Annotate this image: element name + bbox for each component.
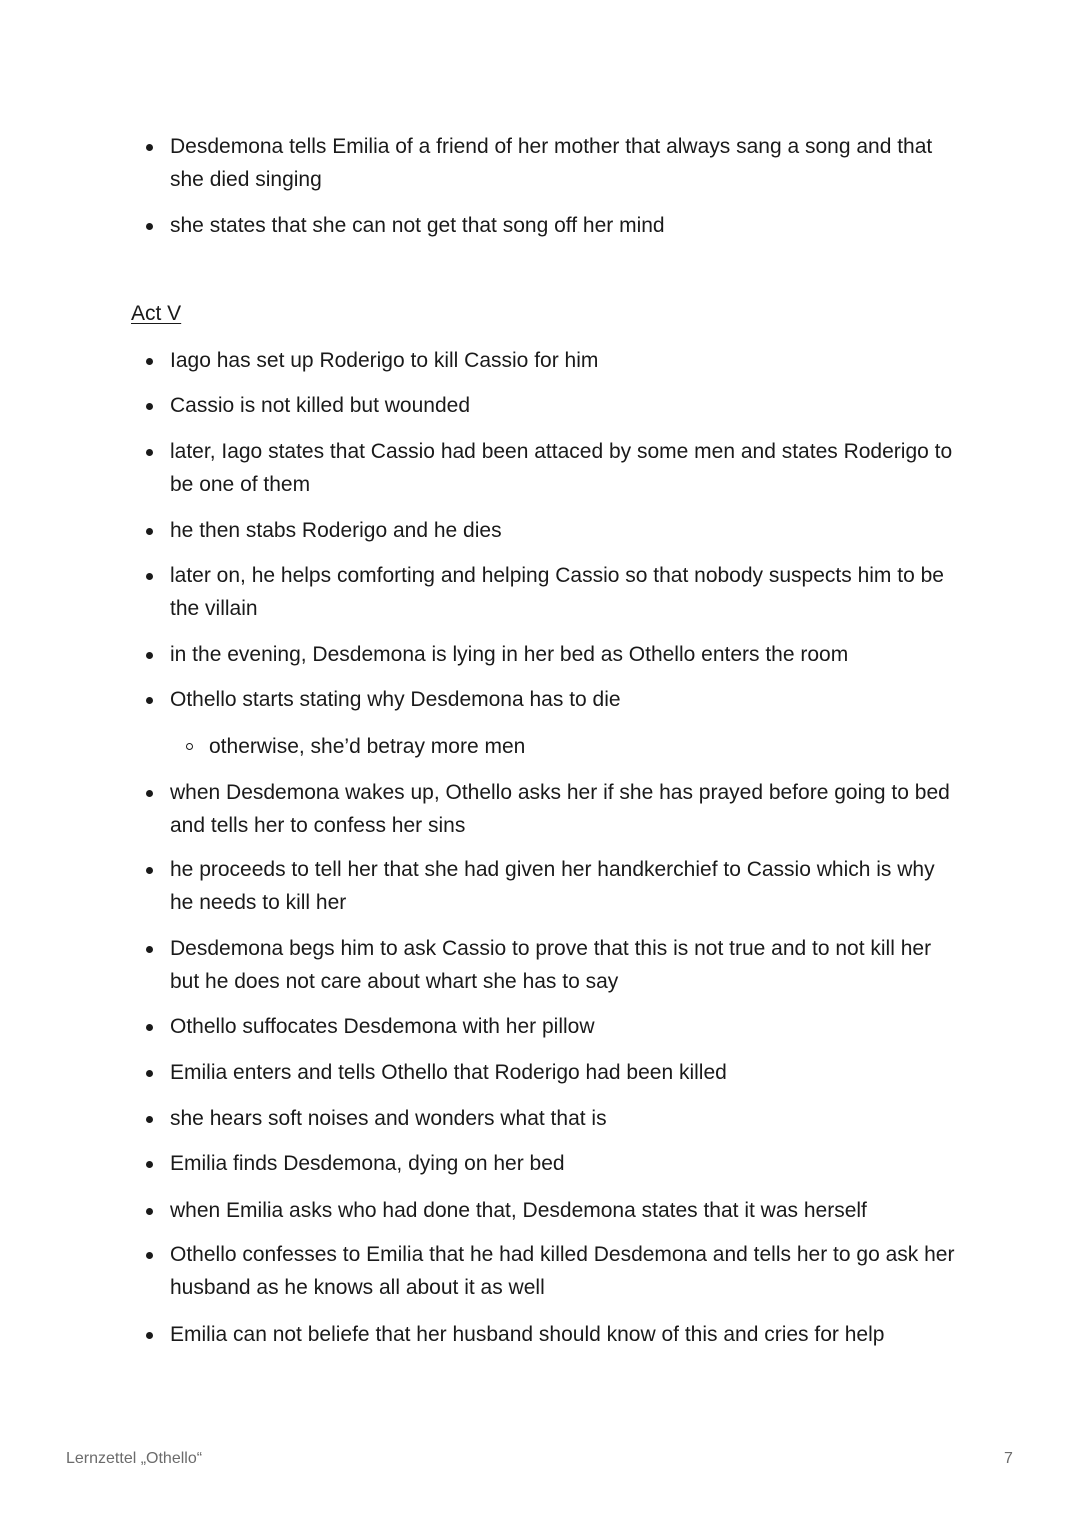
sub-bullet-item <box>209 730 949 763</box>
bullet-text: Emilia can not beliefe that her husband should know of this and cries for help <box>170 1323 885 1346</box>
bullet-dot-icon <box>146 946 153 953</box>
footer-page-number: 7 <box>1004 1450 1013 1467</box>
bullet-item <box>170 389 960 422</box>
section-heading-act-v: Act V <box>131 302 182 325</box>
bullet-dot-icon <box>146 1332 153 1339</box>
bullet-item <box>170 1318 960 1351</box>
bullet-dot-icon <box>146 1161 153 1168</box>
bullet-text: later, Iago states that Cassio had been attaced by some men and states Roderigo to be one of them <box>170 440 953 496</box>
bullet-text: otherwise, she’d betray more men <box>209 735 526 758</box>
bullet-text: Othello confesses to Emilia that he had killed Desdemona and tells her to go ask her husband as he knows all about it as well <box>170 1243 955 1299</box>
bullet-item <box>170 130 960 196</box>
bullet-dot-icon <box>146 1116 153 1123</box>
bullet-text: he proceeds to tell her that she had given her handkerchief to Cassio which is why he needs to kill her <box>170 858 935 914</box>
bullet-text: Emilia enters and tells Othello that Roderigo had been killed <box>170 1061 727 1084</box>
bullet-dot-icon <box>146 358 153 365</box>
bullet-item <box>170 1102 960 1135</box>
bullet-item <box>170 435 960 501</box>
bullet-dot-icon <box>146 652 153 659</box>
bullet-text: Cassio is not killed but wounded <box>170 394 471 417</box>
bullet-text: in the evening, Desdemona is lying in her bed as Othello enters the room <box>170 643 849 666</box>
bullet-text: later on, he helps comforting and helping Cassio so that nobody suspects him to be the villain <box>170 564 944 620</box>
bullet-dot-icon <box>146 867 153 874</box>
bullet-text: Othello suffocates Desdemona with her pillow <box>170 1015 595 1038</box>
bullet-item <box>170 853 960 919</box>
bullet-item <box>170 638 960 671</box>
bullet-item <box>170 514 960 547</box>
bullet-item <box>170 1238 960 1304</box>
bullet-dot-icon <box>146 573 153 580</box>
bullet-text: Desdemona begs him to ask Cassio to prove that this is not true and to not kill her but he does not care about whart she has to say <box>170 937 932 993</box>
bullet-dot-icon <box>146 1252 153 1259</box>
bullet-item <box>170 776 960 842</box>
bullet-item <box>170 559 960 625</box>
bullet-item <box>170 1147 960 1180</box>
bullet-text: he then stabs Roderigo and he dies <box>170 519 502 542</box>
bullet-text: Iago has set up Roderigo to kill Cassio for him <box>170 349 599 372</box>
bullet-item <box>170 1010 960 1043</box>
bullet-dot-icon <box>146 223 153 230</box>
hollow-bullet-icon <box>186 743 193 750</box>
bullet-item <box>170 932 960 998</box>
bullet-dot-icon <box>146 1070 153 1077</box>
bullet-text: Othello starts stating why Desdemona has to die <box>170 688 621 711</box>
bullet-text: she states that she can not get that song off her mind <box>170 214 665 237</box>
bullet-dot-icon <box>146 528 153 535</box>
bullet-item <box>170 1056 960 1089</box>
bullet-item <box>170 1194 960 1227</box>
bullet-dot-icon <box>146 1208 153 1215</box>
bullet-item <box>170 683 960 716</box>
bullet-text: Desdemona tells Emilia of a friend of her mother that always sang a song and that she died singing <box>170 135 933 191</box>
bullet-dot-icon <box>146 790 153 797</box>
bullet-dot-icon <box>146 1024 153 1031</box>
bullet-text: when Emilia asks who had done that, Desdemona states that it was herself <box>170 1199 867 1222</box>
bullet-dot-icon <box>146 449 153 456</box>
bullet-dot-icon <box>146 697 153 704</box>
bullet-item <box>170 344 960 377</box>
bullet-dot-icon <box>146 144 153 151</box>
bullet-dot-icon <box>146 403 153 410</box>
bullet-text: she hears soft noises and wonders what that is <box>170 1107 607 1130</box>
bullet-text: when Desdemona wakes up, Othello asks her if she has prayed before going to bed and tells her to confess her sins <box>170 781 950 837</box>
footer-document-title: Lernzettel „Othello“ <box>66 1450 203 1467</box>
bullet-item <box>170 209 960 242</box>
bullet-text: Emilia finds Desdemona, dying on her bed <box>170 1152 565 1175</box>
